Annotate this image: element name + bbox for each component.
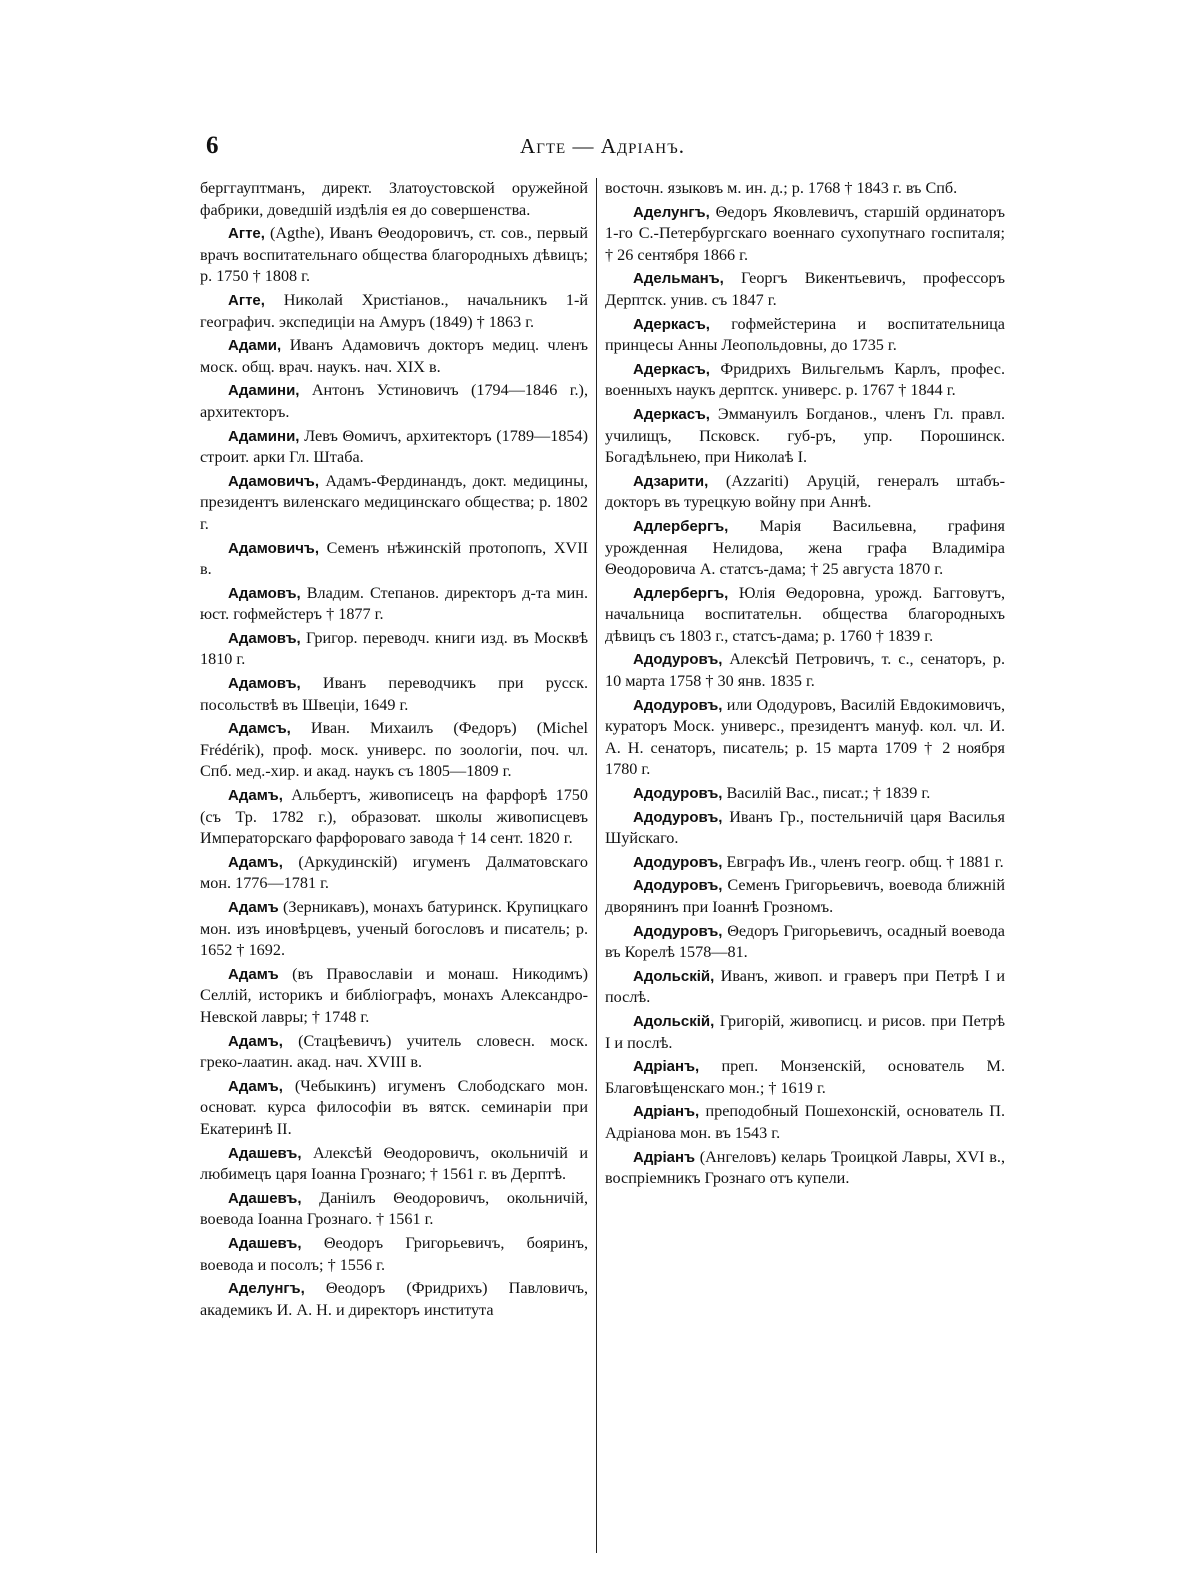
entry-headword: Адамъ, (228, 787, 283, 805)
entry-headword: Адодуровъ, (633, 651, 723, 669)
dictionary-entry (605, 1101, 1005, 1144)
entry-headword: Адодуровъ, (633, 853, 723, 871)
dictionary-entry (200, 471, 588, 536)
entry-text: Семенъ нѣжинскій протопопъ, XVII в. (200, 538, 588, 579)
dictionary-entry (200, 1188, 588, 1231)
dictionary-entry (605, 875, 1005, 918)
entry-headword: Адлербергъ, (633, 584, 729, 602)
entry-headword: Адами, (228, 337, 282, 355)
dictionary-entry (200, 223, 588, 288)
dictionary-entry (605, 852, 1005, 874)
entry-text: Фридрихъ Вильгельмъ Карлъ, профес. военныхъ наукъ дерптск. универс. р. 1767 † 1844 г. (605, 359, 1005, 400)
entry-headword: Адамини, (228, 382, 300, 400)
entry-text: (въ Православіи и монаш. Никодимъ) Селлій, историкъ и библіографъ, монахъ Александро-Невской лавры; † 1748 г. (200, 964, 588, 1026)
entry-text: берггауптманъ, директ. Златоустовской оружейной фабрики, доведшій издѣлія ея до совершенства. (200, 179, 588, 219)
page-header (200, 132, 1005, 162)
entry-headword: Адріанъ, (633, 1103, 700, 1121)
entry-text: Алексѣй Θеодоровичъ, окольничій и любимецъ царя Іоанна Грознаго; † 1561 г. въ Дерптѣ. (200, 1143, 588, 1184)
dictionary-entry (200, 1143, 588, 1186)
left-column (200, 178, 588, 1323)
entry-headword: Адодуровъ, (633, 696, 723, 714)
entry-headword: Адамини, (228, 427, 300, 445)
entry-headword: Адзарити, (633, 472, 709, 490)
dictionary-entry (200, 1031, 588, 1074)
entry-text: (Аркудинскій) игуменъ Далматовскаго мон. 1776—1781 г. (200, 852, 588, 893)
entry-headword: Агте, (228, 225, 265, 243)
right-column (605, 178, 1005, 1192)
dictionary-entry (605, 1056, 1005, 1099)
entry-text: Даніилъ Θеодоровичъ, окольничій, воевода Іоанна Грознаго. † 1561 г. (200, 1188, 588, 1229)
entry-text: (Чебыкинъ) игуменъ Слободскаго мон. основат. курса философіи въ вятск. семинаріи при Екатеринѣ II. (200, 1076, 588, 1138)
dictionary-entry (200, 673, 588, 716)
entry-headword: Адамъ (228, 965, 279, 983)
entry-text: (Agthe), Иванъ Θеодоровичъ, ст. сов., первый врачъ воспитательнаго общества благородныхъ дѣвицъ; р. 1750 † 1808 г. (200, 224, 588, 286)
entry-headword: Адодуровъ, (633, 785, 723, 803)
entry-headword: Адеркасъ, (633, 360, 710, 378)
entry-text: восточн. языковъ м. ин. д.; р. 1768 † 1843 г. въ Спб. (605, 179, 958, 197)
entry-text: (Стацѣевичъ) учитель словесн. моск. греко-лаатин. акад. нач. XVIII в. (200, 1031, 588, 1072)
dictionary-entry (200, 380, 588, 423)
entry-text: Адамъ-Фердинандъ, докт. медицины, президентъ виленскаго медицинскаго общества; р. 1802 г. (200, 471, 588, 533)
entry-text: Θеодоръ (Фридрихъ) Павловичъ, академикъ И. А. Н. и директоръ института (200, 1279, 588, 1319)
entry-text: Георгъ Викентьевичъ, профессоръ Дерптск. унив. съ 1847 г. (605, 269, 1005, 309)
dictionary-entry (605, 516, 1005, 581)
entry-headword: Адамъ, (228, 1032, 283, 1050)
entry-text: Иван. Михаилъ (Федоръ) (Michel Frédérik), проф. моск. универс. по зоологіи, поч. чл. Спб. мед.-хир. и акад. наукъ съ 1805—1809 г. (200, 719, 588, 781)
page-number: 6 (206, 132, 219, 159)
entry-headword: Адашевъ, (228, 1234, 302, 1252)
entry-headword: Адельманъ, (633, 270, 724, 288)
dictionary-entry (605, 202, 1005, 267)
entry-text: Иванъ Гр., постельничій царя Василья Шуйскаго. (605, 807, 1005, 848)
entry-headword: Адамовичъ, (228, 539, 320, 557)
dictionary-entry (605, 783, 1005, 805)
dictionary-entry (605, 583, 1005, 648)
entry-text: Юлія Θедоровна, урожд. Багговутъ, начальница воспитательн. общества благородныхъ дѣвицъ съ 1803 г., статсъ-дама; р. 1760 † 1839 г. (605, 583, 1005, 645)
entry-text: Θедоръ Григорьевичъ, осадный воевода въ Корелѣ 1578—81. (605, 921, 1005, 962)
entry-text: Василій Вас., писат.; † 1839 г. (722, 784, 931, 803)
entry-headword: Адольскій, (633, 1012, 715, 1030)
dictionary-entry (605, 966, 1005, 1009)
entry-text: Иванъ переводчикъ при русск. посольствѣ въ Швеціи, 1649 г. (200, 674, 588, 714)
dictionary-entry (605, 314, 1005, 357)
dictionary-entry (605, 268, 1005, 311)
dictionary-entry (200, 628, 588, 671)
dictionary-entry (200, 335, 588, 378)
entry-headword: Адашевъ, (228, 1144, 302, 1162)
entry-headword: Адодуровъ, (633, 877, 723, 895)
entry-headword: Адамъ (228, 899, 279, 916)
entry-headword: Адодуровъ, (633, 922, 723, 940)
dictionary-entry (200, 583, 588, 626)
dictionary-entry (605, 807, 1005, 850)
entry-text: Григорій, живописц. и рисов. при Петрѣ I и послѣ. (605, 1011, 1005, 1052)
dictionary-entry (200, 538, 588, 581)
entry-headword: Адамовъ, (228, 629, 301, 647)
entry-text: Иванъ, живоп. и граверъ при Петрѣ I и послѣ. (605, 966, 1005, 1007)
dictionary-entry (200, 1233, 588, 1276)
entry-headword: Адамовъ, (228, 584, 301, 602)
entry-text: Θедоръ Яковлевичъ, старшій ординаторъ 1-го С.-Петербургскаго военнаго сухопутнаго госпиталя; † 26 сентября 1866 г. (605, 202, 1005, 264)
entry-text: Григор. переводч. книги изд. въ Москвѣ 1810 г. (200, 628, 588, 669)
entry-text: Николай Христіанов., начальникъ 1-й географич. экспедиціи на Амуръ (1849) † 1863 г. (200, 290, 588, 331)
dictionary-entry (200, 290, 588, 333)
dictionary-entry (605, 178, 1005, 200)
dictionary-entry (200, 897, 588, 962)
entry-text: преп. Монзенскій, основатель М. Благовѣщенскаго мон.; † 1619 г. (605, 1057, 1005, 1097)
entry-headword: Адріанъ (633, 1148, 696, 1166)
entry-text: Марія Васильевна, графиня урожденная Нелидова, жена графа Владиміра Θеодоровича А. статсъ-дама; † 25 августа 1870 г. (605, 516, 1005, 579)
entry-headword: Адамъ, (228, 853, 283, 871)
entry-headword: Адеркасъ, (633, 315, 710, 333)
dictionary-entry (605, 695, 1005, 781)
entry-headword: Адольскій, (633, 967, 715, 985)
entry-text: Иванъ Адамовичъ докторъ медиц. членъ моск. общ. врач. наукъ. нач. XIX в. (200, 336, 588, 376)
column-divider (596, 178, 597, 1553)
dictionary-entry (200, 718, 588, 783)
dictionary-entry (200, 964, 588, 1029)
dictionary-entry (200, 1278, 588, 1321)
running-head: Агте — Адріанъ. (520, 134, 685, 158)
entry-headword: Адодуровъ, (633, 808, 723, 826)
entry-headword: Аделунгъ, (633, 203, 710, 221)
dictionary-entry (200, 785, 588, 850)
entry-text: Антонъ Устиновичъ (1794—1846 г.), архитекторъ. (200, 381, 588, 421)
dictionary-entry (605, 404, 1005, 469)
entry-headword: Адріанъ, (633, 1058, 700, 1076)
entry-text: Альбертъ, живописецъ на фарфорѣ 1750 (съ Тр. 1782 г.), образоват. школы живописцевъ Императорскаго фарфороваго завода † 14 сент. 1820 г. (200, 786, 588, 848)
dictionary-entry (605, 921, 1005, 964)
entry-text: Владим. Степанов. директоръ д-та мин. юст. гофмейстеръ † 1877 г. (200, 583, 588, 624)
dictionary-entry (605, 649, 1005, 692)
entry-text: (Зерникавъ), монахъ батуринск. Крупицкаго мон. изъ иновѣрцевъ, ученый богословъ и писатель; р. 1652 † 1692. (200, 898, 588, 960)
dictionary-entry (605, 471, 1005, 514)
entry-text: Алексѣй Петровичъ, т. с., сенаторъ, р. 10 марта 1758 † 30 янв. 1835 г. (605, 650, 1005, 691)
entry-headword: Агте, (228, 291, 265, 309)
entry-text: Левъ Θомичъ, архитекторъ (1789—1854) строит. арки Гл. Штаба. (200, 426, 588, 467)
entry-text: гофмейстерина и воспитательница принцесы Анны Леопольдовны, до 1735 г. (605, 314, 1005, 355)
dictionary-entry (200, 426, 588, 469)
entry-text: (Azzariti) Аруцій, генералъ штабъ-докторъ въ турецкую войну при Аннѣ. (605, 471, 1005, 512)
dictionary-entry (200, 1076, 588, 1141)
dictionary-entry (200, 178, 588, 221)
entry-headword: Адашевъ, (228, 1189, 302, 1207)
dictionary-entry (605, 1011, 1005, 1054)
entry-text: Евграфъ Ив., членъ геогр. общ. † 1881 г. (722, 852, 1004, 871)
entry-headword: Аделунгъ, (228, 1280, 305, 1298)
entry-headword: Адамсъ, (228, 720, 291, 738)
entry-headword: Адамовичъ, (228, 472, 320, 490)
dictionary-entry (605, 1147, 1005, 1190)
entry-text: преподобный Пошехонскій, основатель П. Адріанова мон. въ 1543 г. (605, 1102, 1005, 1142)
entry-headword: Адамовъ, (228, 675, 301, 693)
entry-headword: Адлербергъ, (633, 517, 729, 535)
entry-text: Θеодоръ Григорьевичъ, бояринъ, воевода и посолъ; † 1556 г. (200, 1233, 588, 1274)
dictionary-entry (200, 852, 588, 895)
entry-text: Семенъ Григорьевичъ, воевода ближній дворянинъ при Іоаннѣ Грозномъ. (605, 876, 1005, 916)
entry-text: Эммануилъ Богданов., членъ Гл. правл. училищъ, Псковск. губ-ръ, упр. Порошинск. Богадѣльнею, при Николаѣ I. (605, 404, 1005, 467)
entry-headword: Адеркасъ, (633, 405, 710, 423)
entry-text: (Ангеловъ) келарь Троицкой Лавры, XVI в., воспріемникъ Грознаго отъ купели. (605, 1147, 1005, 1188)
entry-text: или Ододуровъ, Василій Евдокимовичъ, кураторъ Моск. универс., президентъ мануф. кол. чл. И. А. Н. сенаторъ, писатель; р. 15 марта 1709 † 2 ноября 1780 г. (605, 695, 1005, 779)
entry-headword: Адамъ, (228, 1077, 283, 1095)
dictionary-entry (605, 359, 1005, 402)
